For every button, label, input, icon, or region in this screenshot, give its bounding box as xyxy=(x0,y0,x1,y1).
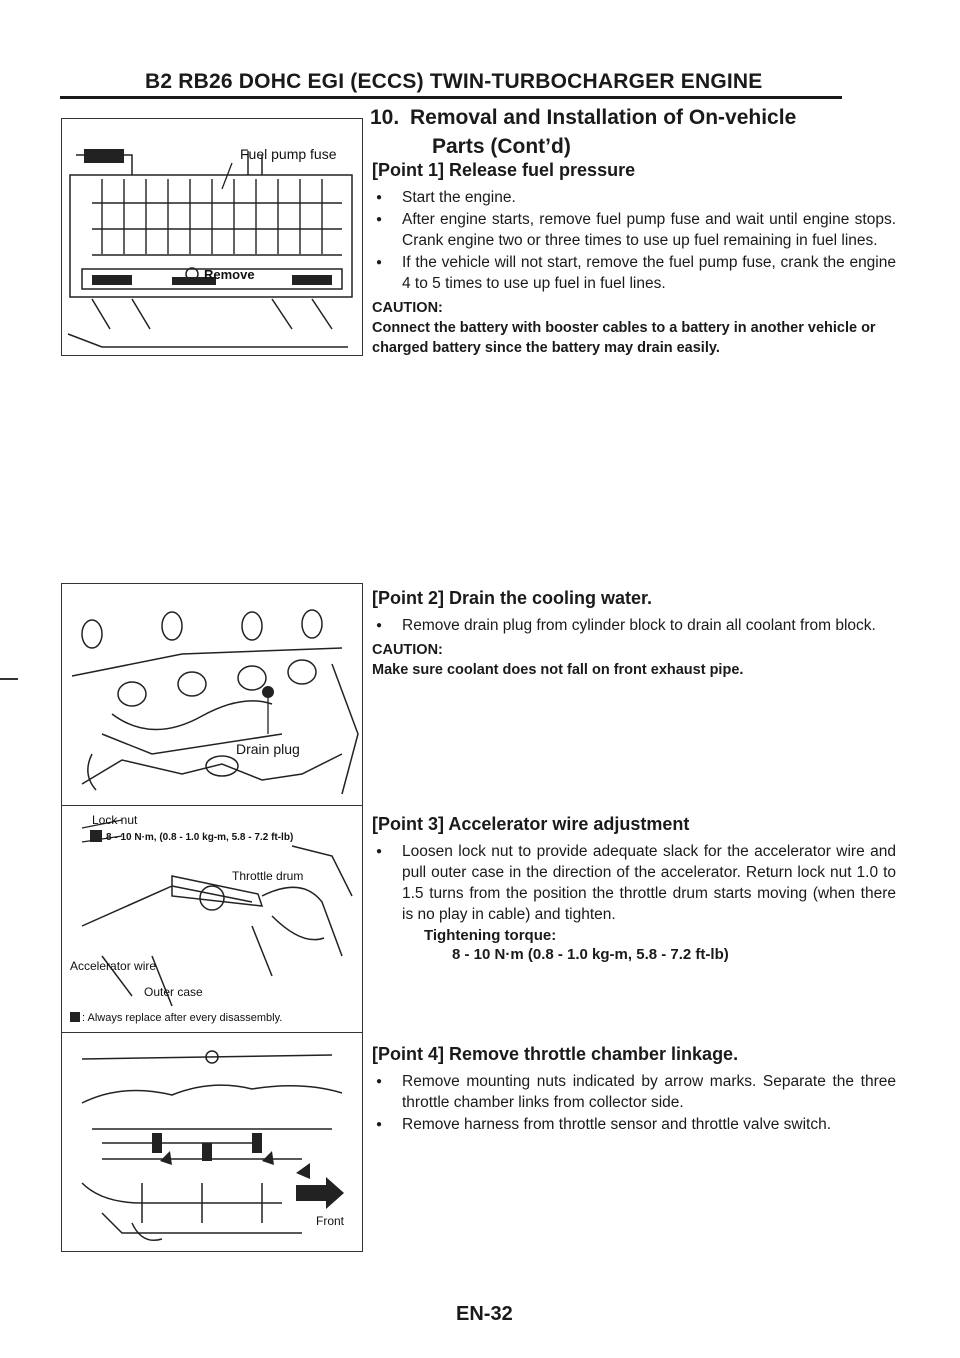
accelerator-wire-illustration xyxy=(62,806,362,1032)
point2-heading: [Point 2] Drain the cooling water. xyxy=(372,588,653,608)
point4-bullet-2: ● Remove harness from throttle sensor and throttle valve switch. xyxy=(372,1114,896,1135)
label-always-replace: : Always replace after every disassembly. xyxy=(82,1012,283,1024)
point1-bullet-1: ● Start the engine. xyxy=(372,187,896,208)
header-title: B2 RB26 DOHC EGI (ECCS) TWIN-TURBOCHARGER ENGINE xyxy=(145,70,763,93)
point4-bullet-1: ● Remove mounting nuts indicated by arrow marks. Separate the three throttle chamber links from collector side. xyxy=(372,1071,896,1113)
throttle-linkage-illustration xyxy=(62,1033,362,1251)
section-heading xyxy=(370,103,850,161)
header-rule xyxy=(60,96,842,99)
replace-icon xyxy=(90,830,102,842)
figure-fuse-box xyxy=(61,118,363,356)
point2-caution-text: Make sure coolant does not fall on front exhaust pipe. xyxy=(372,662,744,678)
figure-throttle-linkage xyxy=(61,1032,363,1252)
section-number: 10. xyxy=(370,106,400,129)
point1-bullets xyxy=(372,187,896,294)
front-arrow-icon xyxy=(296,1177,344,1209)
section-title-line1: Removal and Installation of On-vehicle xyxy=(410,106,797,129)
label-outer-case: Outer case xyxy=(144,985,203,999)
replace-icon-legend xyxy=(70,1012,80,1022)
point1-bullet-3: ● If the vehicle will not start, remove the fuel pump fuse, crank the engine 4 to 5 times to use up fuel in fuel lines. xyxy=(372,252,896,294)
point4-bullets xyxy=(372,1071,896,1135)
point3-heading: [Point 3] Accelerator wire adjustment xyxy=(372,814,690,834)
section-title-line2: Parts (Cont’d) xyxy=(432,135,571,158)
label-drain-plug: Drain plug xyxy=(236,741,300,757)
label-remove: Remove xyxy=(204,267,255,282)
label-accelerator-wire: Accelerator wire xyxy=(70,959,157,973)
label-lock-nut: Lock nut xyxy=(92,813,138,827)
drain-plug-illustration xyxy=(62,584,362,806)
point1-bullet-2: ● After engine starts, remove fuel pump fuse and wait until engine stops. Crank engine two or three times to use up fuel remaining in fuel lines. xyxy=(372,209,896,251)
point2-bullet-1: ● Remove drain plug from cylinder block to drain all coolant from block. xyxy=(372,615,896,636)
point4-heading: [Point 4] Remove throttle chamber linkage. xyxy=(372,1044,739,1064)
point1-heading: [Point 1] Release fuel pressure xyxy=(372,160,636,180)
point3-bullets xyxy=(372,841,896,925)
point4-block xyxy=(372,1044,896,1136)
label-throttle-drum: Throttle drum xyxy=(232,869,304,883)
point2-bullets xyxy=(372,615,896,636)
point1-block xyxy=(372,160,896,358)
point3-torque-label: Tightening torque: xyxy=(424,927,557,944)
arrow-marks xyxy=(160,1151,310,1179)
fuse-box-illustration xyxy=(62,119,362,355)
point3-bullet-1: ● Loosen lock nut to provide adequate slack for the accelerator wire and pull outer case in the direction of the accelerator. Return lock nut 1.0 to 1.5 turns from the position the throttle drum starts moving (when there is no play in cable) and tighten. xyxy=(372,841,896,925)
figure-accelerator-wire xyxy=(61,805,363,1033)
point3-block xyxy=(372,814,896,963)
label-front: Front xyxy=(316,1214,345,1228)
page-number: EN-32 xyxy=(456,1303,513,1325)
point2-caution-label: CAUTION: xyxy=(372,642,443,658)
margin-mark xyxy=(0,678,18,680)
point1-caution-text: Connect the battery with booster cables to a battery in another vehicle or charged battery since the battery may drain easily. xyxy=(372,320,876,356)
point3-torque-value: 8 - 10 N·m (0.8 - 1.0 kg-m, 5.8 - 7.2 ft-lb) xyxy=(452,946,729,963)
point2-block xyxy=(372,588,896,680)
label-torque-figure: 8 - 10 N·m, (0.8 - 1.0 kg-m, 5.8 - 7.2 ft-lb) xyxy=(106,832,294,843)
drain-plug-marker xyxy=(262,686,274,698)
point1-caution-label: CAUTION: xyxy=(372,300,443,316)
figure-drain-plug xyxy=(61,583,363,807)
label-fuel-pump-fuse: Fuel pump fuse xyxy=(240,146,337,162)
